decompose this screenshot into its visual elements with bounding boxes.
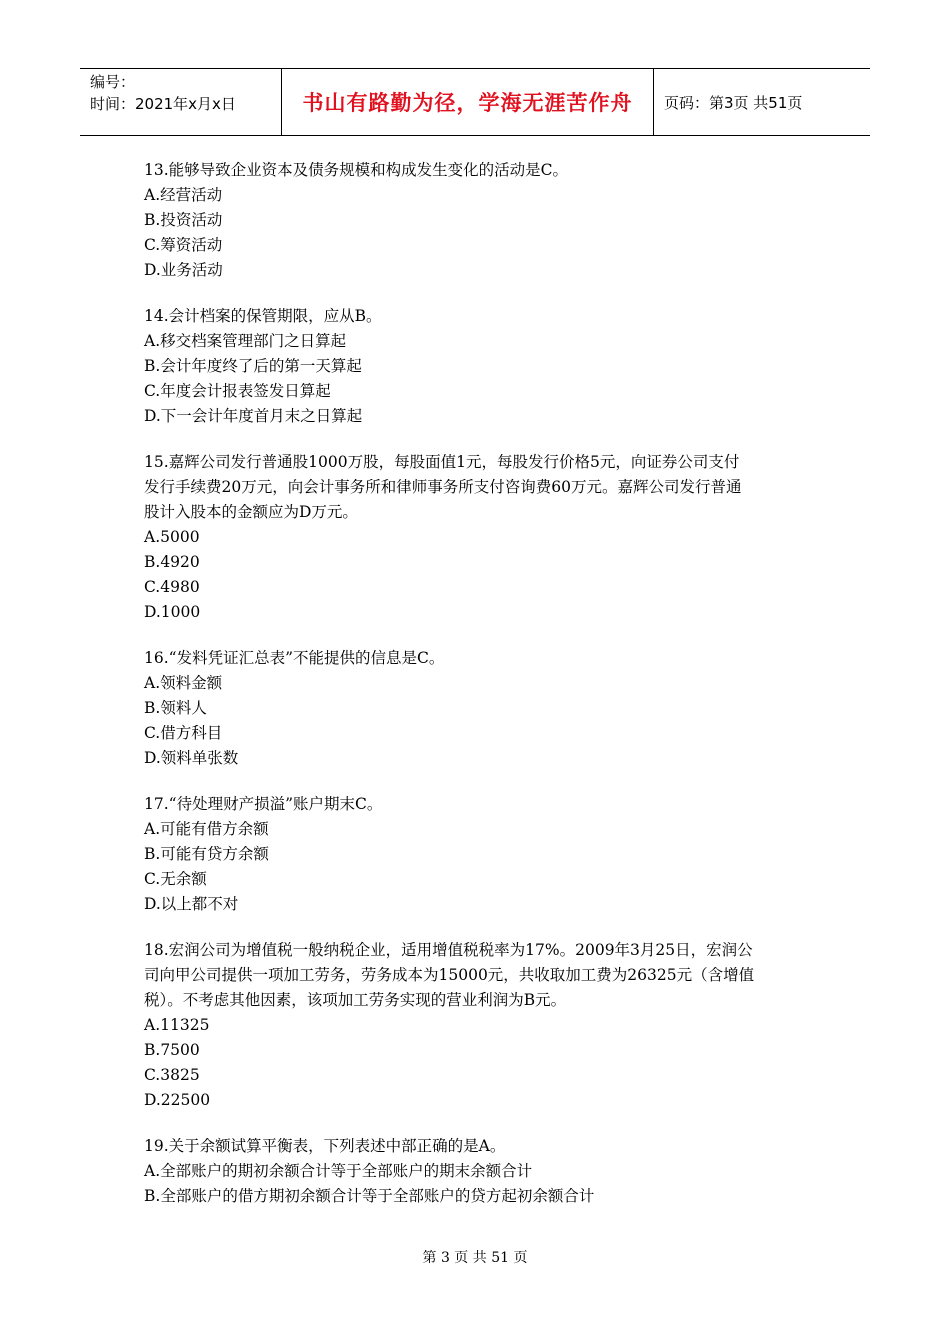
question-stem-line: 司向甲公司提供一项加工劳务，劳务成本为15000元，共收取加工费为26325元（含增值 (144, 966, 755, 984)
answer-option: D.业务活动 (144, 261, 223, 279)
question-block (144, 450, 804, 625)
answer-option: D.下一会计年度首月末之日算起 (144, 407, 363, 425)
answer-option: C.3825 (144, 1066, 200, 1084)
question-stem-line: 15.嘉辉公司发行普通股1000万股，每股面值1元，每股发行价格5元，向证券公司支付 (144, 453, 740, 471)
question-stem-line: 17.“待处理财产损溢”账户期末C。 (144, 795, 383, 813)
answer-option: C.筹资活动 (144, 236, 223, 254)
answer-option: A.全部账户的期初余额合计等于全部账户的期末余额合计 (144, 1162, 533, 1180)
answer-option: D.22500 (144, 1091, 211, 1109)
answer-option: A.5000 (144, 528, 200, 546)
question-stem-line: 税）。不考虑其他因素，该项加工劳务实现的营业利润为B元。 (144, 991, 567, 1009)
answer-option: C.年度会计报表签发日算起 (144, 382, 331, 400)
number-label: 编号： (90, 73, 136, 91)
answer-option: A.11325 (144, 1016, 210, 1034)
answer-option: B.4920 (144, 553, 200, 571)
answer-option: B.投资活动 (144, 211, 223, 229)
footer-page-number: 第 3 页 共 51 页 (422, 1250, 528, 1266)
question-block (144, 938, 804, 1113)
page-footer (0, 1247, 950, 1267)
answer-option: B.会计年度终了后的第一天算起 (144, 357, 362, 375)
question-list (144, 158, 804, 1230)
header-meta (80, 69, 282, 135)
question-stem-line: 16.“发料凭证汇总表”不能提供的信息是C。 (144, 649, 445, 667)
answer-option: D.以上都不对 (144, 895, 239, 913)
answer-option: B.全部账户的借方期初余额合计等于全部账户的贷方起初余额合计 (144, 1187, 595, 1205)
answer-option: A.可能有借方余额 (144, 820, 269, 838)
answer-option: C.借方科目 (144, 724, 223, 742)
header-page-cell (654, 69, 870, 135)
motto: 书山有路勤为径，学海无涯苦作舟 (302, 91, 633, 115)
question-block (144, 646, 804, 771)
question-stem-line: 13.能够导致企业资本及债务规模和构成发生变化的活动是C。 (144, 161, 569, 179)
question-stem-line: 发行手续费20万元，向会计事务所和律师事务所支付咨询费60万元。嘉辉公司发行普通 (144, 478, 742, 496)
answer-option: B.7500 (144, 1041, 200, 1059)
answer-option: C.无余额 (144, 870, 207, 888)
answer-option: A.领料金额 (144, 674, 223, 692)
question-block (144, 1134, 804, 1209)
question-stem-line: 18.宏润公司为增值税一般纳税企业，适用增值税税率为17%。2009年3月25日，宏润公 (144, 941, 753, 959)
answer-option: C.4980 (144, 578, 200, 596)
answer-option: D.1000 (144, 603, 201, 621)
page-label: 页码：第3页 共51页 (664, 93, 803, 112)
question-block (144, 792, 804, 917)
answer-option: A.经营活动 (144, 186, 223, 204)
date-label: 时间：2021年x月x日 (90, 95, 236, 113)
answer-option: B.领料人 (144, 699, 207, 717)
question-block (144, 158, 804, 283)
page-header (80, 68, 870, 136)
question-block (144, 304, 804, 429)
answer-option: A.移交档案管理部门之日算起 (144, 332, 347, 350)
answer-option: D.领料单张数 (144, 749, 239, 767)
header-motto-cell (282, 69, 654, 135)
answer-option: B.可能有贷方余额 (144, 845, 269, 863)
question-stem-line: 股计入股本的金额应为D万元。 (144, 503, 358, 521)
question-stem-line: 19.关于余额试算平衡表，下列表述中部正确的是A。 (144, 1137, 506, 1155)
question-stem-line: 14.会计档案的保管期限，应从B。 (144, 307, 382, 325)
